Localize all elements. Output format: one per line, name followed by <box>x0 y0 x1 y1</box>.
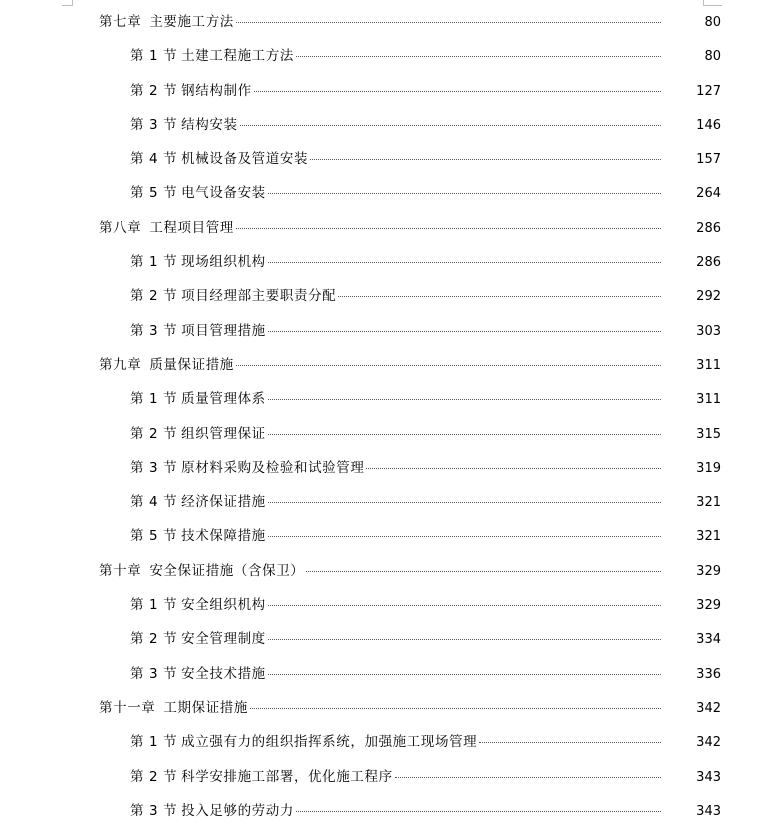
toc-entry-number: 第 1 节 <box>130 734 178 751</box>
toc-entry-number: 第七章 <box>99 14 142 30</box>
toc-chapter-entry[interactable] <box>0 691 780 725</box>
toc-page-number: 321 <box>696 495 721 511</box>
toc-section-entry[interactable] <box>0 39 780 73</box>
toc-entry-number: 第 2 节 <box>130 82 178 99</box>
toc-entry-title: 工期保证措施 <box>163 699 249 716</box>
toc-page-number: 342 <box>696 700 721 716</box>
toc-entry-number: 第八章 <box>99 219 142 236</box>
toc-entry-title: 安全技术措施 <box>181 665 266 682</box>
toc-page-number: 334 <box>696 632 721 648</box>
toc-entry-title: 组织管理保证 <box>181 425 266 442</box>
toc-entry-number: 第十章 <box>99 562 142 579</box>
toc-page-number: 80 <box>704 15 721 30</box>
toc-entry-label <box>130 760 393 794</box>
toc-entry-number: 第 2 节 <box>130 631 178 648</box>
toc-section-entry[interactable] <box>0 760 780 794</box>
toc-section-entry[interactable] <box>0 794 780 828</box>
toc-entry-title: 项目管理措施 <box>181 322 266 339</box>
toc-section-entry[interactable] <box>0 279 780 313</box>
toc-dot-leader <box>395 777 661 778</box>
toc-section-entry[interactable] <box>0 245 780 279</box>
toc-entry-title: 安全管理制度 <box>181 631 266 648</box>
toc-section-entry[interactable] <box>0 519 780 553</box>
toc-dot-leader <box>236 22 661 23</box>
toc-section-entry[interactable] <box>0 417 780 451</box>
toc-page-number: 286 <box>696 255 721 271</box>
toc-entry-title: 安全保证措施（含保卫） <box>149 562 305 579</box>
toc-chapter-entry[interactable] <box>0 211 780 245</box>
toc-entry-label <box>99 691 248 725</box>
toc-entry-title: 经济保证措施 <box>181 494 266 511</box>
toc-entry-title: 投入足够的劳动力 <box>181 802 294 819</box>
toc-entry-label <box>130 39 294 73</box>
toc-dot-leader <box>268 331 661 332</box>
toc-section-entry[interactable] <box>0 74 780 108</box>
toc-page-number: 321 <box>696 529 721 545</box>
toc-entry-label <box>99 348 234 382</box>
toc-entry-label <box>130 382 266 416</box>
toc-dot-leader <box>366 468 661 469</box>
toc-page-number: 311 <box>696 357 721 373</box>
toc-page-number: 343 <box>696 803 721 819</box>
toc-page-number: 336 <box>696 666 721 682</box>
toc-entry-number: 第九章 <box>99 356 142 373</box>
toc-page-number: 319 <box>696 460 721 476</box>
toc-entry-number: 第 2 节 <box>130 288 178 305</box>
toc-entry-title: 项目经理部主要职责分配 <box>181 288 337 305</box>
toc-page-number: 329 <box>696 563 721 579</box>
toc-section-entry[interactable] <box>0 657 780 691</box>
toc-entry-number: 第 5 节 <box>130 185 178 202</box>
toc-entry-label <box>130 794 294 828</box>
toc-entry-label <box>99 211 234 245</box>
toc-section-entry[interactable] <box>0 108 780 142</box>
toc-section-entry[interactable] <box>0 176 780 210</box>
toc-entry-title: 现场组织机构 <box>181 254 266 271</box>
toc-entry-title: 钢结构制作 <box>181 82 252 99</box>
toc-dot-leader <box>240 125 661 126</box>
toc-entry-title: 技术保障措施 <box>181 528 266 545</box>
toc-entry-label <box>130 417 266 451</box>
toc-entry-number: 第 1 节 <box>130 391 178 408</box>
toc-dot-leader <box>268 193 661 194</box>
toc-entry-label <box>130 588 266 622</box>
toc-entry-number: 第 2 节 <box>130 425 178 442</box>
toc-page-number: 315 <box>696 426 721 442</box>
toc-dot-leader <box>296 56 661 57</box>
toc-entry-label <box>99 554 304 588</box>
toc-entry-number: 第 1 节 <box>130 254 178 271</box>
toc-entry-number: 第 1 节 <box>130 597 178 614</box>
toc-entry-title: 电气设备安装 <box>181 185 266 202</box>
toc-section-entry[interactable] <box>0 725 780 759</box>
toc-dot-leader <box>310 159 661 160</box>
toc-page-number: 329 <box>696 598 721 614</box>
toc-entry-label <box>130 142 308 176</box>
toc-dot-leader <box>236 228 661 229</box>
toc-dot-leader <box>268 639 661 640</box>
toc-page-number: 127 <box>696 83 721 99</box>
toc-entry-number: 第 3 节 <box>130 802 178 819</box>
toc-entry-label <box>130 314 266 348</box>
toc-entry-label <box>130 622 266 656</box>
toc-entry-title: 土建工程施工方法 <box>181 48 294 65</box>
toc-section-entry[interactable] <box>0 622 780 656</box>
toc-entry-number: 第 3 节 <box>130 322 178 339</box>
toc-dot-leader <box>268 536 661 537</box>
toc-entry-label <box>130 245 266 279</box>
toc-page-number: 292 <box>696 289 721 305</box>
toc-chapter-entry[interactable] <box>0 554 780 588</box>
toc-page-number: 157 <box>696 152 721 168</box>
toc-section-entry[interactable] <box>0 588 780 622</box>
toc-entry-title: 主要施工方法 <box>149 14 234 30</box>
toc-entry-label <box>130 519 266 553</box>
toc-chapter-entry[interactable] <box>0 348 780 382</box>
toc-entry-label <box>130 657 266 691</box>
toc-entry-title: 原材料采购及检验和试验管理 <box>181 459 365 476</box>
toc-page-number: 264 <box>696 186 721 202</box>
toc-entry-number: 第 3 节 <box>130 459 178 476</box>
toc-page-number: 286 <box>696 220 721 236</box>
toc-entry-label <box>130 74 252 108</box>
toc-entry-label <box>130 176 266 210</box>
toc-page-number: 146 <box>696 117 721 133</box>
toc-entry-label <box>130 279 336 313</box>
toc-page-number: 311 <box>696 392 721 408</box>
toc-dot-leader <box>268 399 661 400</box>
table-of-contents <box>0 5 780 828</box>
toc-dot-leader <box>268 502 661 503</box>
toc-entry-title: 质量保证措施 <box>149 356 234 373</box>
toc-section-entry[interactable] <box>0 142 780 176</box>
toc-dot-leader <box>268 674 661 675</box>
toc-entry-number: 第 3 节 <box>130 116 178 133</box>
toc-entry-label <box>99 5 234 39</box>
toc-section-entry[interactable] <box>0 451 780 485</box>
toc-entry-number: 第 3 节 <box>130 665 178 682</box>
toc-entry-title: 安全组织机构 <box>181 597 266 614</box>
toc-entry-title: 机械设备及管道安装 <box>181 151 309 168</box>
toc-entry-number: 第 4 节 <box>130 494 178 511</box>
toc-dot-leader <box>306 571 661 572</box>
toc-entry-number: 第 4 节 <box>130 151 178 168</box>
toc-section-entry[interactable] <box>0 382 780 416</box>
toc-page-number: 342 <box>696 735 721 751</box>
toc-entry-label <box>130 725 477 759</box>
toc-entry-number: 第 2 节 <box>130 768 178 785</box>
toc-dot-leader <box>250 708 661 709</box>
toc-entry-title: 工程项目管理 <box>149 219 234 236</box>
toc-entry-title: 成立强有力的组织指挥系统，加强施工现场管理 <box>181 734 478 751</box>
toc-section-entry[interactable] <box>0 314 780 348</box>
toc-entry-label <box>130 451 364 485</box>
toc-dot-leader <box>296 811 661 812</box>
toc-page-number: 343 <box>696 769 721 785</box>
toc-dot-leader <box>268 605 661 606</box>
toc-entry-number: 第 1 节 <box>130 48 178 65</box>
toc-entry-number: 第 5 节 <box>130 528 178 545</box>
toc-entry-number: 第十一章 <box>99 699 156 716</box>
toc-entry-title: 结构安装 <box>181 116 238 133</box>
toc-dot-leader <box>479 742 661 743</box>
toc-dot-leader <box>254 91 661 92</box>
toc-entry-label <box>130 485 266 519</box>
toc-chapter-entry[interactable] <box>0 5 780 39</box>
toc-dot-leader <box>268 434 661 435</box>
toc-entry-title: 质量管理体系 <box>181 391 266 408</box>
toc-page-number: 80 <box>704 49 721 65</box>
toc-dot-leader <box>268 262 661 263</box>
toc-entry-title: 科学安排施工部署，优化施工程序 <box>181 768 393 785</box>
toc-section-entry[interactable] <box>0 485 780 519</box>
toc-dot-leader <box>236 365 661 366</box>
toc-dot-leader <box>338 296 661 297</box>
toc-page-number: 303 <box>696 323 721 339</box>
toc-entry-label <box>130 108 238 142</box>
